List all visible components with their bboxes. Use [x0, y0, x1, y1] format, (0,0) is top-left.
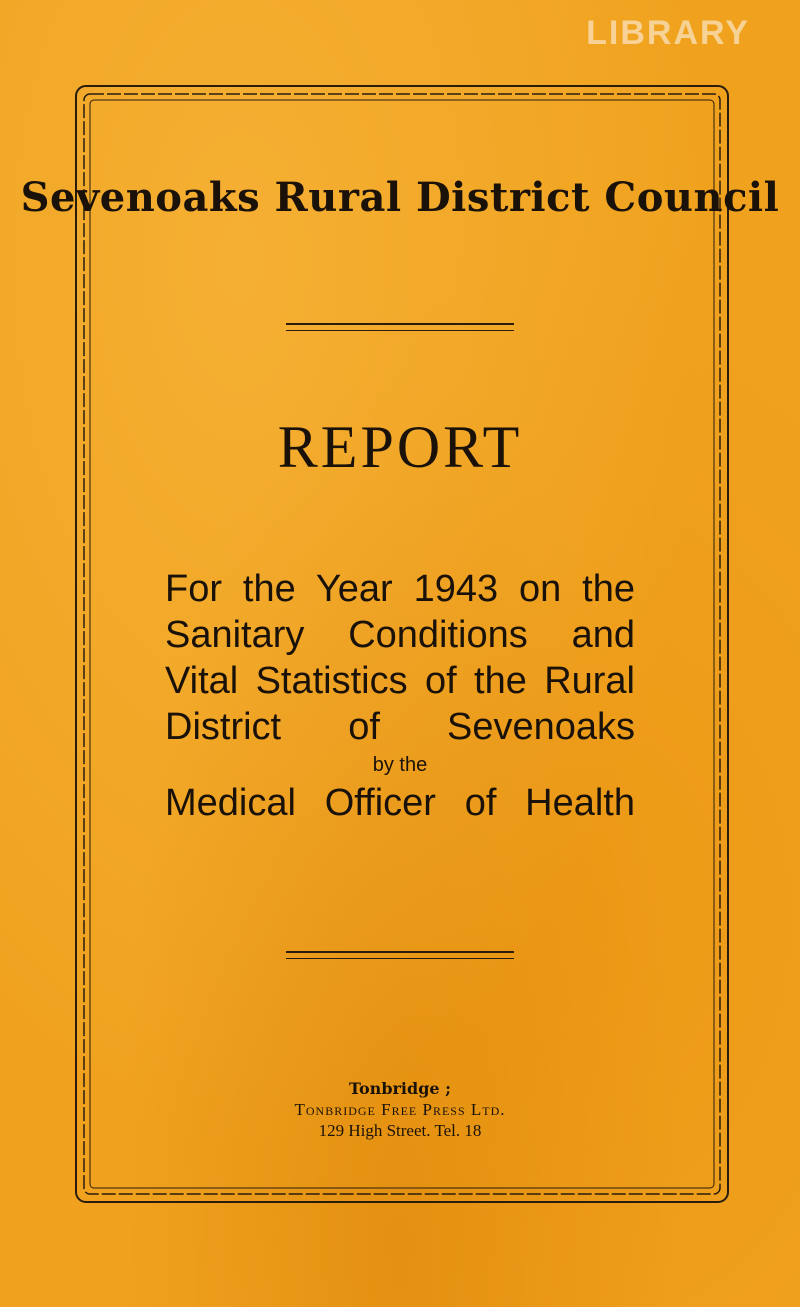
- description-line: Medical Officer of Health: [165, 782, 635, 824]
- printer-imprint: [0, 1078, 800, 1141]
- report-heading: REPORT: [277, 414, 523, 480]
- description-by-line: by the: [372, 754, 428, 776]
- description-line: Sanitary Conditions and: [165, 614, 635, 656]
- imprint-press: Tonbridge Free Press Ltd.: [294, 1100, 506, 1119]
- imprint-address: 129 High Street. Tel. 18: [318, 1121, 482, 1140]
- report-description: [165, 566, 635, 826]
- description-line: For the Year 1943 on the: [165, 568, 635, 610]
- library-stamp: LIBRARY: [586, 14, 750, 52]
- description-line: District of Sevenoaks: [165, 706, 635, 748]
- imprint-town: Tonbridge ;: [348, 1079, 452, 1098]
- bottom-divider: [286, 951, 514, 959]
- description-line: Vital Statistics of the Rural: [165, 660, 635, 702]
- top-divider: [286, 323, 514, 331]
- council-title: Sevenoaks Rural District Council: [20, 174, 780, 221]
